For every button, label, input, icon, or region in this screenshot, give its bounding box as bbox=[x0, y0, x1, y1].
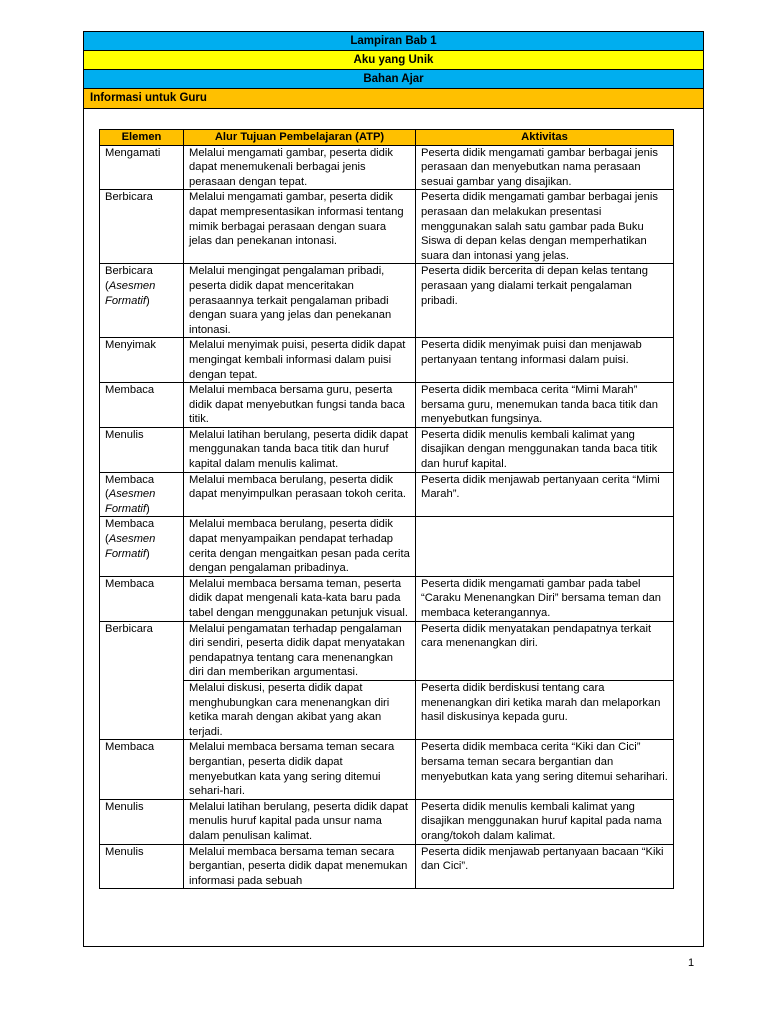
table-row bbox=[100, 190, 674, 264]
cell-atp: Melalui membaca bersama guru, peserta didik dapat menyebutkan fungsi tanda baca titik. bbox=[184, 383, 416, 428]
cell-atp: Melalui membaca bersama teman secara bergantian, peserta didik dapat menyebutkan kata yang sering ditemui sehari-hari. bbox=[184, 740, 416, 799]
cell-aktivitas: Peserta didik berdiskusi tentang cara menenangkan diri ketika marah dan melaporkan hasil diskusinya kepada guru. bbox=[416, 680, 674, 739]
cell-aktivitas: Peserta didik menjawab pertanyaan cerita “Mimi Marah”. bbox=[416, 472, 674, 517]
table-row bbox=[100, 621, 674, 680]
cell-atp: Melalui latihan berulang, peserta didik dapat menggunakan tanda baca titik dan huruf kapital dalam menulis kalimat. bbox=[184, 427, 416, 472]
table-row bbox=[100, 844, 674, 889]
cell-atp: Melalui mengamati gambar, peserta didik dapat mempresentasikan informasi tentang mimik berbagai perasaan dengan suara jelas dan penekanan intonasi. bbox=[184, 190, 416, 264]
cell-elemen: Berbicara (Asesmen Formatif) bbox=[100, 264, 184, 338]
page-number: 1 bbox=[688, 957, 695, 969]
cell-elemen: Menyimak bbox=[100, 338, 184, 383]
cell-elemen: Menulis bbox=[100, 799, 184, 844]
cell-elemen: Membaca (Asesmen Formatif) bbox=[100, 472, 184, 517]
table-row bbox=[100, 680, 674, 739]
cell-elemen: Membaca bbox=[100, 576, 184, 621]
table-row bbox=[100, 264, 674, 338]
table-header-row bbox=[100, 130, 674, 146]
asesmen-note: Asesmen Formatif bbox=[105, 533, 156, 560]
cell-atp: Melalui membaca bersama teman secara bergantian, peserta didik dapat menemukan informasi pada sebuah bbox=[184, 844, 416, 889]
cell-aktivitas bbox=[416, 517, 674, 576]
asesmen-note: Asesmen Formatif bbox=[105, 488, 156, 515]
lampiran-bar: Lampiran Bab 1 bbox=[84, 32, 703, 51]
cell-aktivitas: Peserta didik membaca cerita “Kiki dan Cici” bersama teman secara bergantian dan menyebutkan kata yang sering ditemui seharihari. bbox=[416, 740, 674, 799]
cell-atp: Melalui membaca berulang, peserta didik dapat menyimpulkan perasaan tokoh cerita. bbox=[184, 472, 416, 517]
table-row bbox=[100, 383, 674, 428]
cell-atp: Melalui diskusi, peserta didik dapat menghubungkan cara menenangkan diri ketika marah dengan akibat yang akan terjadi. bbox=[184, 680, 416, 739]
section-bar: Informasi untuk Guru bbox=[84, 89, 703, 109]
header-aktivitas: Aktivitas bbox=[416, 130, 674, 146]
cell-elemen: Membaca (Asesmen Formatif) bbox=[100, 517, 184, 576]
cell-aktivitas: Peserta didik mengamati gambar berbagai jenis perasaan dan melakukan presentasi menggunakan salah satu gambar pada Buku Siswa di depan kelas dengan memperhatikan suara dan intonasi yang jelas. bbox=[416, 190, 674, 264]
cell-elemen: Membaca bbox=[100, 740, 184, 799]
cell-aktivitas: Peserta didik menulis kembali kalimat yang disajikan menggunakan huruf kapital pada nama orang/tokoh dalam kalimat. bbox=[416, 799, 674, 844]
cell-aktivitas: Peserta didik bercerita di depan kelas tentang perasaan yang dialami terkait pengalaman pribadi. bbox=[416, 264, 674, 338]
table-row bbox=[100, 338, 674, 383]
table-row bbox=[100, 740, 674, 799]
cell-atp: Melalui menyimak puisi, peserta didik dapat mengingat kembali informasi dalam puisi dengan tepat. bbox=[184, 338, 416, 383]
cell-elemen: Membaca bbox=[100, 383, 184, 428]
cell-elemen: Berbicara bbox=[100, 190, 184, 264]
cell-aktivitas: Peserta didik menulis kembali kalimat yang disajikan dengan menggunakan tanda baca titik dan huruf kapital. bbox=[416, 427, 674, 472]
cell-atp: Melalui mengamati gambar, peserta didik dapat menemukenali berbagai jenis perasaan dengan tepat. bbox=[184, 145, 416, 190]
table-row bbox=[100, 576, 674, 621]
cell-atp: Melalui latihan berulang, peserta didik dapat menulis huruf kapital pada unsur nama dalam penulisan kalimat. bbox=[184, 799, 416, 844]
header-atp: Alur Tujuan Pembelajaran (ATP) bbox=[184, 130, 416, 146]
cell-atp: Melalui membaca bersama teman, peserta didik dapat mengenali kata-kata baru pada tabel dengan menggunakan petunjuk visual. bbox=[184, 576, 416, 621]
cell-aktivitas: Peserta didik menyimak puisi dan menjawab pertanyaan tentang informasi dalam puisi. bbox=[416, 338, 674, 383]
cell-aktivitas: Peserta didik menyatakan pendapatnya terkait cara menenangkan diri. bbox=[416, 621, 674, 680]
cell-aktivitas: Peserta didik mengamati gambar pada tabel “Caraku Menenangkan Diri” bersama teman dan membaca keterangannya. bbox=[416, 576, 674, 621]
asesmen-note: Asesmen Formatif bbox=[105, 279, 156, 307]
cell-aktivitas: Peserta didik mengamati gambar berbagai jenis perasaan dan menyebutkan nama perasaan sesuai gambar yang disajikan. bbox=[416, 145, 674, 190]
cell-atp: Melalui mengingat pengalaman pribadi, peserta didik dapat menceritakan perasaannya terkait pengalaman pribadi dengan suara yang jelas dan penekanan intonasi. bbox=[184, 264, 416, 338]
cell-aktivitas: Peserta didik menjawab pertanyaan bacaan “Kiki dan Cici”. bbox=[416, 844, 674, 889]
bahan-ajar-bar: Bahan Ajar bbox=[84, 70, 703, 89]
table-row bbox=[100, 517, 674, 576]
cell-aktivitas: Peserta didik membaca cerita “Mimi Marah” bersama guru, menemukan tanda baca titik dan menyebutkan fungsinya. bbox=[416, 383, 674, 428]
cell-atp: Melalui membaca berulang, peserta didik dapat menyampaikan pendapat terhadap cerita dengan mengaitkan pesan pada cerita dengan pengalaman pribadinya. bbox=[184, 517, 416, 576]
cell-elemen: Menulis bbox=[100, 844, 184, 889]
cell-elemen: Mengamati bbox=[100, 145, 184, 190]
header-elemen: Elemen bbox=[100, 130, 184, 146]
table-row bbox=[100, 799, 674, 844]
cell-atp: Melalui pengamatan terhadap pengalaman diri sendiri, peserta didik dapat menyatakan pendapatnya tentang cara menenangkan diri dan memberikan argumentasi. bbox=[184, 621, 416, 680]
cell-elemen: Berbicara bbox=[100, 621, 184, 740]
atp-table bbox=[99, 129, 674, 889]
table-row bbox=[100, 427, 674, 472]
page-frame bbox=[83, 31, 704, 947]
cell-elemen: Menulis bbox=[100, 427, 184, 472]
table-row bbox=[100, 145, 674, 190]
table-row bbox=[100, 472, 674, 517]
chapter-title-bar: Aku yang Unik bbox=[84, 51, 703, 70]
